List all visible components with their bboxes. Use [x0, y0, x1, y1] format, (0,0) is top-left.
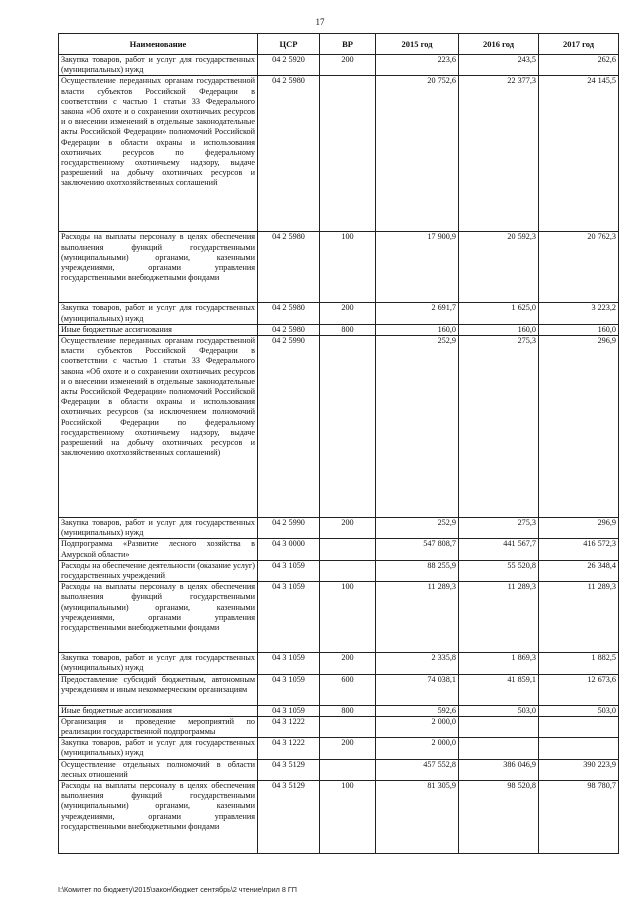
row-name-cell: Закупка товаров, работ и услуг для государственных (муниципальных) нужд: [59, 518, 258, 539]
row-2017-cell: 11 289,3: [539, 582, 619, 653]
row-csr-cell: 04 3 1059: [258, 582, 320, 653]
table-row: [59, 716, 619, 737]
row-csr-cell: 04 3 5129: [258, 781, 320, 854]
row-2015-cell: 2 691,7: [376, 303, 459, 324]
row-2015-cell: 252,9: [376, 336, 459, 518]
row-vr-cell: [320, 336, 376, 518]
row-2015-cell: 592,6: [376, 705, 459, 716]
table-header-row: [59, 34, 619, 55]
row-2016-cell: 243,5: [459, 55, 539, 76]
row-vr-cell: 100: [320, 582, 376, 653]
table-row: [59, 324, 619, 335]
row-csr-cell: 04 3 1059: [258, 674, 320, 705]
table-row: [59, 232, 619, 303]
row-2015-cell: 457 552,8: [376, 759, 459, 780]
row-name-cell: Расходы на выплаты персоналу в целях обеспечения выполнения функций государственными (муниципальными) органами, казенными учреждениями, органами управления государственными внебюджетными фондами: [59, 582, 258, 653]
row-vr-cell: 200: [320, 518, 376, 539]
row-name-cell: Закупка товаров, работ и услуг для государственных (муниципальных) нужд: [59, 653, 258, 674]
row-2015-cell: 223,6: [376, 55, 459, 76]
row-vr-cell: 800: [320, 324, 376, 335]
table-row: [59, 738, 619, 759]
table-row: [59, 518, 619, 539]
row-2015-cell: 20 752,6: [376, 76, 459, 232]
row-2016-cell: 22 377,3: [459, 76, 539, 232]
row-vr-cell: 200: [320, 303, 376, 324]
row-csr-cell: 04 3 1059: [258, 705, 320, 716]
row-2017-cell: 24 145,5: [539, 76, 619, 232]
row-2017-cell: 12 673,6: [539, 674, 619, 705]
row-2015-cell: 547 808,7: [376, 539, 459, 560]
row-name-cell: Иные бюджетные ассигнования: [59, 705, 258, 716]
row-csr-cell: 04 2 5990: [258, 518, 320, 539]
footer-file-path: I:\Комитет по бюджету\2015\закон\бюджет сентябрь\2 чтение\прил 8 ГП: [58, 885, 297, 894]
row-name-cell: Расходы на выплаты персоналу в целях обеспечения выполнения функций государственными (муниципальными) органами, казенными учреждениями, органами управления государственными внебюджетными фондами: [59, 232, 258, 303]
row-vr-cell: [320, 76, 376, 232]
row-vr-cell: 800: [320, 705, 376, 716]
table-row: [59, 674, 619, 705]
table-row: [59, 76, 619, 232]
row-csr-cell: 04 3 0000: [258, 539, 320, 560]
row-name-cell: Осуществление отдельных полномочий в области лесных отношений: [59, 759, 258, 780]
header-2016: 2016 год: [459, 34, 539, 55]
row-vr-cell: 200: [320, 738, 376, 759]
budget-table: [58, 33, 619, 854]
row-2017-cell: 26 348,4: [539, 560, 619, 581]
row-2015-cell: 252,9: [376, 518, 459, 539]
table-row: [59, 336, 619, 518]
row-2017-cell: [539, 738, 619, 759]
row-2016-cell: [459, 716, 539, 737]
row-name-cell: Осуществление переданных органам государственной власти субъектов Российской Федерации в соответствии с частью 1 статьи 33 Федерального закона «Об охоте и о сохранении охотничьих ресурсов и о внесении изменений в отдельные законодательные акты Российской Федерации» полномочий Российской Федерации в области охраны и использования охотничьих ресурсов (за исключением полномочий Российской Федерации по федеральному государственному охотничьему надзору, выдаче разрешений на добычу охотничьих ресурсов и заключению охотхозяйственных соглашений): [59, 336, 258, 518]
row-2016-cell: 275,3: [459, 336, 539, 518]
table-row: [59, 781, 619, 854]
row-2015-cell: 2 335,8: [376, 653, 459, 674]
row-2015-cell: 17 900,9: [376, 232, 459, 303]
row-name-cell: Предоставление субсидий бюджетным, автономным учреждениям и иным некоммерческим организациям: [59, 674, 258, 705]
row-2017-cell: [539, 716, 619, 737]
row-name-cell: Осуществление переданных органам государственной власти субъектов Российской Федерации в соответствии с частью 1 статьи 33 Федерального закона «Об охоте и о сохранении охотничьих ресурсов и о внесении изменений в отдельные законодательные акты Российской Федерации» полномочий Российской Федерации в области охраны и использования охотничьих ресурсов по федеральному государственному охотничьему надзору, выдаче разрешений на добычу охотничьих ресурсов и заключению охотхозяйственных соглашений: [59, 76, 258, 232]
header-vr: ВР: [320, 34, 376, 55]
row-2016-cell: 98 520,8: [459, 781, 539, 854]
row-vr-cell: 200: [320, 653, 376, 674]
row-2017-cell: 98 780,7: [539, 781, 619, 854]
row-2017-cell: 296,9: [539, 518, 619, 539]
page-number: 17: [315, 17, 325, 27]
row-2016-cell: 1 625,0: [459, 303, 539, 324]
row-vr-cell: 100: [320, 781, 376, 854]
header-2017: 2017 год: [539, 34, 619, 55]
row-2015-cell: 81 305,9: [376, 781, 459, 854]
header-name: Наименование: [59, 34, 258, 55]
row-2016-cell: 41 859,1: [459, 674, 539, 705]
row-name-cell: Подпрограмма «Развитие лесного хозяйства в Амурской области»: [59, 539, 258, 560]
row-csr-cell: 04 2 5920: [258, 55, 320, 76]
row-vr-cell: [320, 560, 376, 581]
row-2017-cell: 1 882,5: [539, 653, 619, 674]
row-vr-cell: [320, 539, 376, 560]
row-2017-cell: 160,0: [539, 324, 619, 335]
row-csr-cell: 04 2 5990: [258, 336, 320, 518]
row-csr-cell: 04 2 5980: [258, 76, 320, 232]
row-2015-cell: 74 038,1: [376, 674, 459, 705]
table-row: [59, 759, 619, 780]
row-name-cell: Закупка товаров, работ и услуг для государственных (муниципальных) нужд: [59, 738, 258, 759]
row-2015-cell: 160,0: [376, 324, 459, 335]
table-row: [59, 55, 619, 76]
row-vr-cell: [320, 716, 376, 737]
row-name-cell: Иные бюджетные ассигнования: [59, 324, 258, 335]
row-csr-cell: 04 3 1222: [258, 716, 320, 737]
table-row: [59, 539, 619, 560]
row-2016-cell: 386 046,9: [459, 759, 539, 780]
row-csr-cell: 04 2 5980: [258, 303, 320, 324]
table-row: [59, 303, 619, 324]
row-2016-cell: 1 869,3: [459, 653, 539, 674]
row-2016-cell: 275,3: [459, 518, 539, 539]
row-csr-cell: 04 3 1059: [258, 560, 320, 581]
row-csr-cell: 04 3 1222: [258, 738, 320, 759]
table-row: [59, 705, 619, 716]
row-2017-cell: 390 223,9: [539, 759, 619, 780]
row-name-cell: Расходы на выплаты персоналу в целях обеспечения выполнения функций государственными (муниципальными) органами, казенными учреждениями, органами управления государственными внебюджетными фондами: [59, 781, 258, 854]
row-csr-cell: 04 2 5980: [258, 324, 320, 335]
row-2016-cell: 20 592,3: [459, 232, 539, 303]
row-2016-cell: [459, 738, 539, 759]
row-name-cell: Организация и проведение мероприятий по реализации государственной подпрограммы: [59, 716, 258, 737]
row-2017-cell: 262,6: [539, 55, 619, 76]
row-2017-cell: 416 572,3: [539, 539, 619, 560]
row-2017-cell: 3 223,2: [539, 303, 619, 324]
header-csr: ЦСР: [258, 34, 320, 55]
row-csr-cell: 04 2 5980: [258, 232, 320, 303]
row-vr-cell: 600: [320, 674, 376, 705]
row-vr-cell: [320, 759, 376, 780]
table-row: [59, 582, 619, 653]
row-2017-cell: 296,9: [539, 336, 619, 518]
row-name-cell: Закупка товаров, работ и услуг для государственных (муниципальных) нужд: [59, 55, 258, 76]
table-body: [59, 55, 619, 854]
row-2015-cell: 11 289,3: [376, 582, 459, 653]
row-2016-cell: 55 520,8: [459, 560, 539, 581]
row-vr-cell: 200: [320, 55, 376, 76]
row-vr-cell: 100: [320, 232, 376, 303]
row-2016-cell: 160,0: [459, 324, 539, 335]
row-2015-cell: 88 255,9: [376, 560, 459, 581]
row-csr-cell: 04 3 5129: [258, 759, 320, 780]
header-2015: 2015 год: [376, 34, 459, 55]
row-2017-cell: 503,0: [539, 705, 619, 716]
row-name-cell: Расходы на обеспечение деятельности (оказание услуг) государственных учреждений: [59, 560, 258, 581]
row-2016-cell: 503,0: [459, 705, 539, 716]
row-2016-cell: 441 567,7: [459, 539, 539, 560]
table-row: [59, 653, 619, 674]
row-csr-cell: 04 3 1059: [258, 653, 320, 674]
row-2017-cell: 20 762,3: [539, 232, 619, 303]
row-2015-cell: 2 000,0: [376, 738, 459, 759]
row-2016-cell: 11 289,3: [459, 582, 539, 653]
table-row: [59, 560, 619, 581]
row-2015-cell: 2 000,0: [376, 716, 459, 737]
row-name-cell: Закупка товаров, работ и услуг для государственных (муниципальных) нужд: [59, 303, 258, 324]
